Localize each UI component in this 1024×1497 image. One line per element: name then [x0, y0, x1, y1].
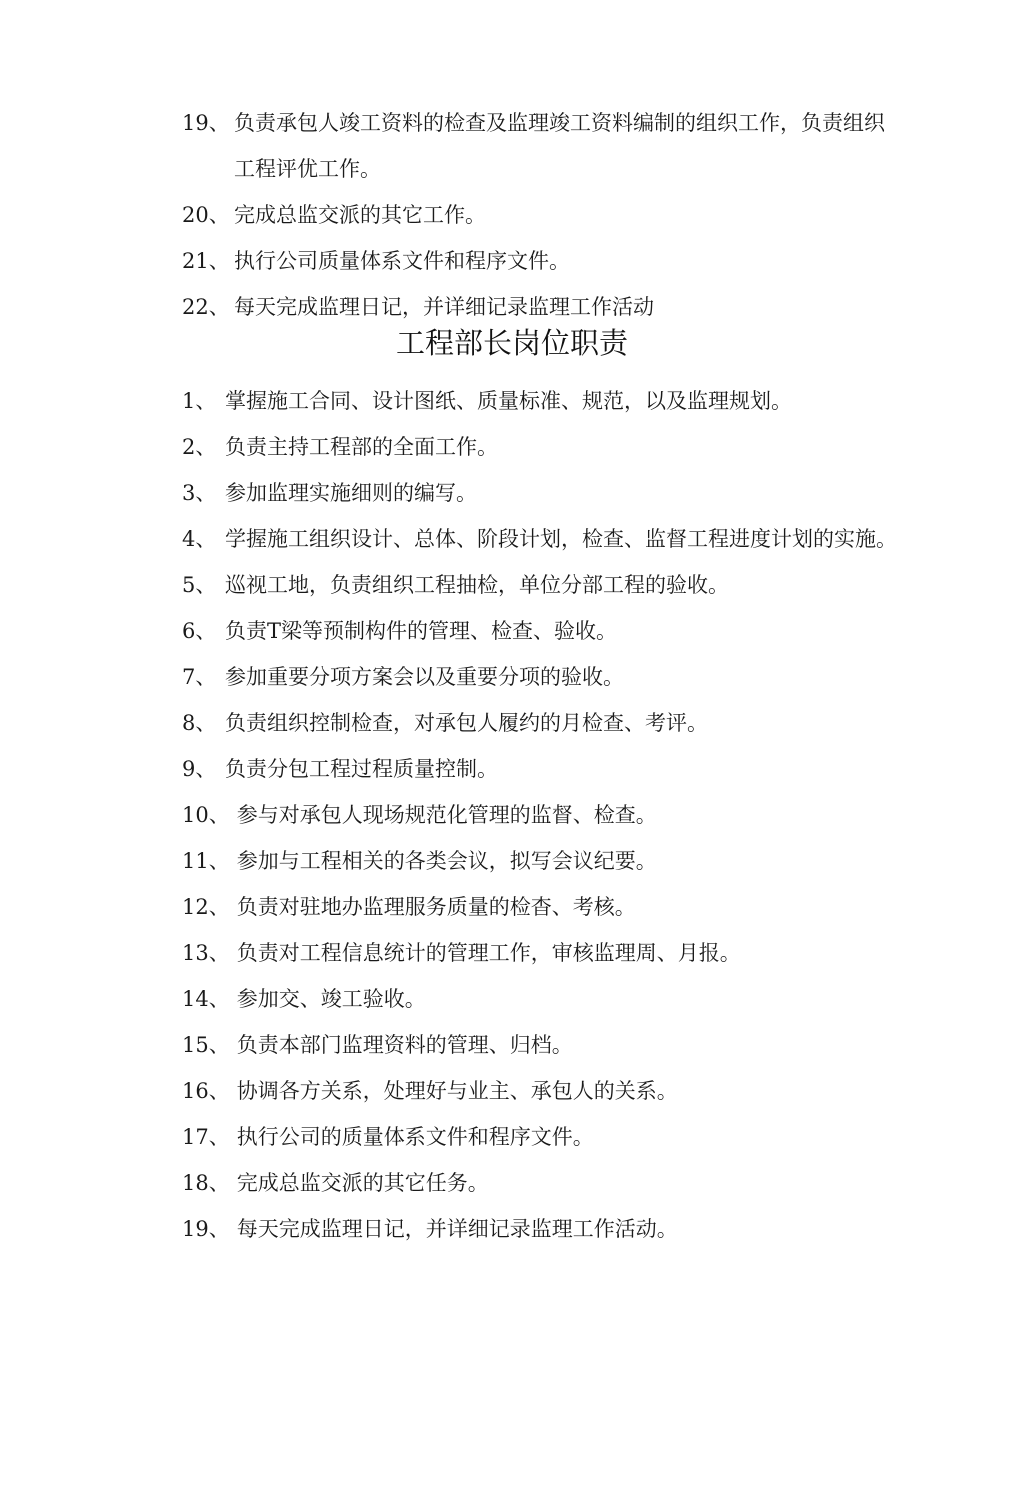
item-number: 15、: [182, 1033, 230, 1057]
list-item: [182, 100, 902, 192]
item-text: 掌握施工合同、设计图纸、质量标准、规范，以及监理规划。: [225, 389, 792, 413]
list-item: [182, 1206, 902, 1252]
list-item: [182, 238, 902, 284]
list-item: [182, 1160, 902, 1206]
list-item: [182, 192, 902, 238]
department-head-duties-list: [182, 378, 902, 1252]
item-number: 22、: [182, 295, 230, 319]
list-item: [182, 654, 902, 700]
item-number: 11、: [182, 849, 230, 873]
item-text: 执行公司的质量体系文件和程序文件。: [236, 1125, 594, 1149]
item-text: 完成总监交派的其它任务。: [236, 1171, 489, 1195]
item-text: 参与对承包人现场规范化管理的监督、检查。: [236, 803, 657, 827]
item-number: 17、: [182, 1125, 230, 1149]
item-text: 每天完成监理日记，并详细记录监理工作活动: [234, 295, 654, 319]
item-number: 5、: [182, 573, 217, 597]
item-number: 7、: [182, 665, 217, 689]
item-text: 负责对工程信息统计的管理工作，审核监理周、月报。: [236, 941, 741, 965]
list-item: [182, 838, 902, 884]
list-item: [182, 746, 902, 792]
item-text: 学握施工组织设计、总体、阶段计划，检查、监督工程进度计划的实施。: [225, 527, 897, 551]
list-item: [182, 424, 902, 470]
list-item: [182, 1068, 902, 1114]
item-number: 8、: [182, 711, 217, 735]
item-number: 10、: [182, 803, 230, 827]
item-number: 21、: [182, 249, 230, 273]
list-item: [182, 884, 902, 930]
list-item: [182, 976, 902, 1022]
item-text: 巡视工地，负责组织工程抽检，单位分部工程的验收。: [225, 573, 729, 597]
item-text: 完成总监交派的其它工作。: [234, 203, 486, 227]
item-text: 负责对驻地办监理服务质量的检杳、考核。: [236, 895, 636, 919]
item-number: 6、: [182, 619, 217, 643]
item-text: 参加交、竣工验收。: [236, 987, 426, 1011]
item-number: 16、: [182, 1079, 230, 1103]
item-text: 参加重要分项方案会以及重要分项的验收。: [225, 665, 624, 689]
item-number: 3、: [182, 481, 217, 505]
item-number: 13、: [182, 941, 230, 965]
list-item: [182, 516, 902, 562]
previous-duties-list: [182, 100, 902, 330]
list-item: [182, 1114, 902, 1160]
list-item: [182, 470, 902, 516]
item-number: 18、: [182, 1171, 230, 1195]
item-text: 负责T梁等预制构件的管理、检查、验收。: [225, 619, 618, 643]
item-number: 20、: [182, 203, 230, 227]
item-number: 4、: [182, 527, 217, 551]
item-text: 执行公司质量体系文件和程序文件。: [234, 249, 570, 273]
list-item: [182, 792, 902, 838]
item-text: 负责主持工程部的全面工作。: [225, 435, 498, 459]
list-item: [182, 378, 902, 424]
item-number: 19、: [182, 111, 230, 135]
item-text: 负责组织控制检查，对承包人履约的月检查、考评。: [225, 711, 708, 735]
item-number: 2、: [182, 435, 217, 459]
item-text: 参加与工程相关的各类会议，拟写会议纪要。: [236, 849, 657, 873]
item-text: 协调各方关系，处理好与业主、承包人的关系。: [236, 1079, 678, 1103]
item-number: 12、: [182, 895, 230, 919]
list-item: [182, 700, 902, 746]
list-item: [182, 1022, 902, 1068]
list-item: [182, 930, 902, 976]
item-number: 19、: [182, 1217, 230, 1241]
item-number: 9、: [182, 757, 217, 781]
item-text: 负责本部门监理资料的管理、归档。: [236, 1033, 573, 1057]
item-number: 1、: [182, 389, 217, 413]
item-number: 14、: [182, 987, 230, 1011]
item-text: 每天完成监理日记，并详细记录监理工作活动。: [236, 1217, 678, 1241]
list-item: [182, 562, 902, 608]
list-item: [182, 608, 902, 654]
item-text: 负责承包人竣工资料的检查及监理竣工资料编制的组织工作，负责组织工程评优工作。: [234, 111, 885, 181]
item-text: 负责分包工程过程质量控制。: [225, 757, 498, 781]
section-title: 工程部长岗位职责: [395, 326, 628, 360]
item-text: 参加监理实施细则的编写。: [225, 481, 477, 505]
